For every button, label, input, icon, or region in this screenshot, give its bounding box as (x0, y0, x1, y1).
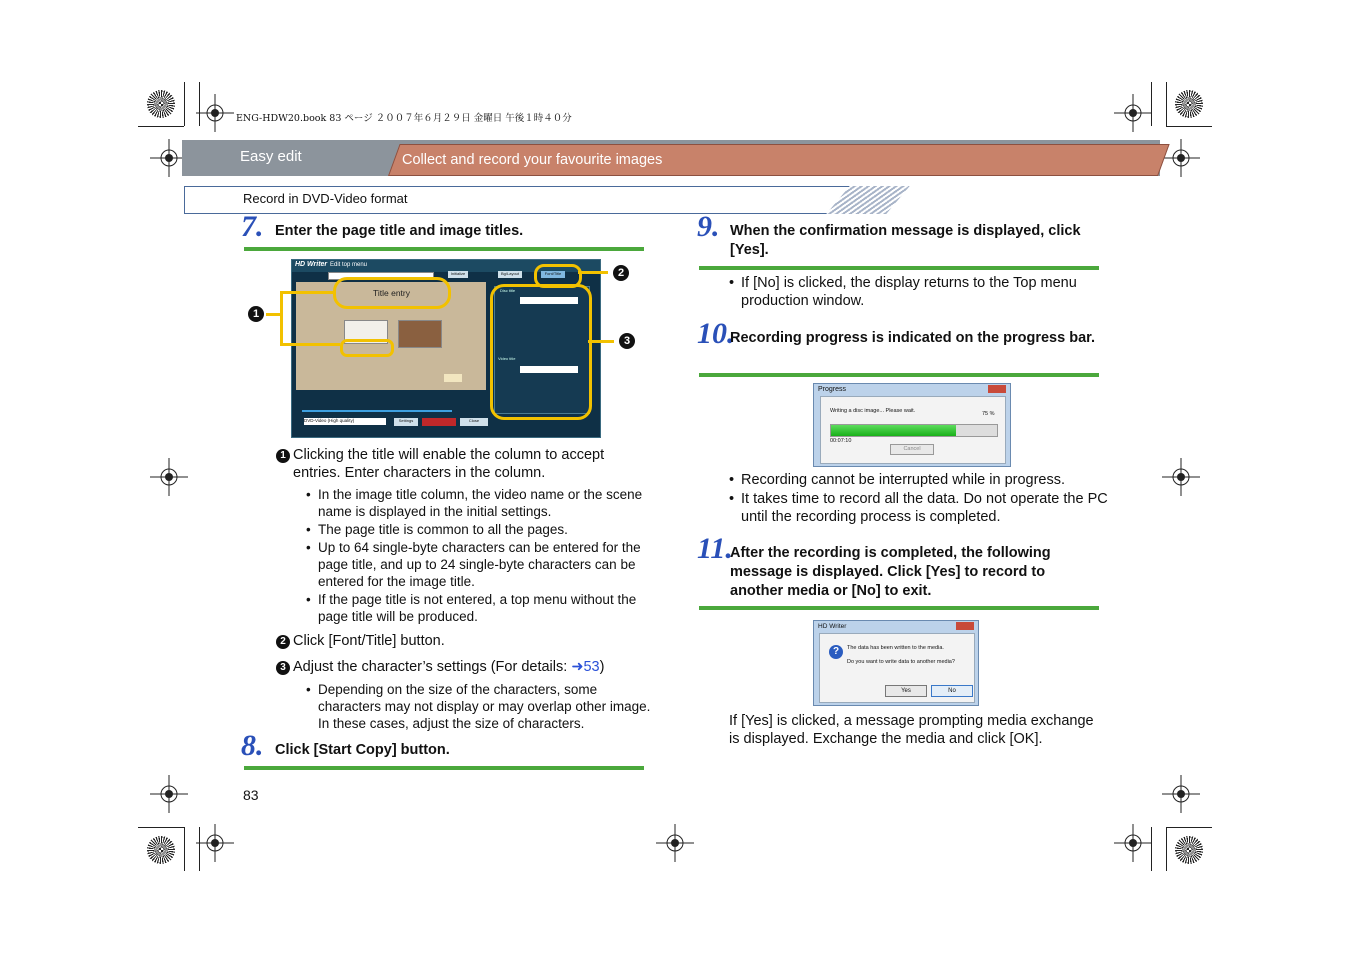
progress-bar (830, 424, 998, 437)
title-entry-label: Title entry (373, 288, 411, 298)
step-11-number: 11. (697, 532, 733, 565)
page-number: 83 (243, 787, 259, 803)
item-3-bullets (306, 681, 651, 733)
item-1-text: Clicking the title will enable the column to accept entries. Enter characters in the column. (293, 447, 605, 481)
cancel-button[interactable]: Cancel (890, 444, 934, 455)
item-3: 3 Adjust the character’s settings (For details: ➜53) (276, 658, 604, 676)
crosshair-icon (1162, 458, 1200, 496)
no-button[interactable]: No (931, 685, 973, 697)
spiral-mark-icon (1175, 90, 1203, 118)
next-arrow-icon (444, 374, 462, 382)
step-9-bullets (729, 274, 1104, 311)
step-7-number: 7. (241, 210, 264, 243)
step-10-title: Recording progress is indicated on the progress bar. (730, 330, 1095, 346)
crosshair-icon (1114, 94, 1152, 132)
spiral-mark-icon (147, 90, 175, 118)
list-item: • It takes time to record all the data. Do not operate the PC until the recording process is completed. (729, 490, 1109, 526)
divider (244, 247, 644, 251)
print-header: ENG-HDW20.book 83 ページ ２００７年６月２９日 金曜日 午後１時４０分 (236, 113, 572, 124)
section-label: Easy edit (240, 148, 302, 165)
divider (244, 766, 644, 770)
progress-message: Writing a disc image... Please wait. (830, 408, 916, 414)
dialog-close-icon[interactable] (988, 385, 1006, 393)
panel-section-disc: Disc title (500, 288, 516, 293)
step-11-after-text: If [Yes] is clicked, a message prompting media exchange is displayed. Exchange the media and click [OK]. (729, 713, 1094, 747)
header-banner (182, 140, 1160, 176)
progress-dialog (813, 383, 1011, 467)
list-item: • In the image title column, the video name or the scene name is displayed in the initial settings. (306, 486, 646, 520)
divider (699, 373, 1099, 377)
dialog-close-icon[interactable] (956, 622, 974, 630)
progress-percent: 75 % (982, 411, 995, 417)
list-item: • The page title is common to all the pages. (306, 521, 646, 538)
bg-layout-button[interactable]: Bg/Layout (498, 271, 522, 278)
step-10-number: 10. (697, 317, 735, 350)
settings-button[interactable]: Settings (394, 418, 418, 426)
topic-label: Collect and record your favourite images (402, 152, 663, 168)
step-10-bullets (729, 471, 1109, 527)
close-button[interactable]: Close (460, 418, 488, 426)
number-2-icon: 2 (276, 635, 290, 649)
spiral-mark-icon (147, 836, 175, 864)
panel-section-video: Video title (498, 356, 516, 361)
subsection-label: Record in DVD-Video format (243, 191, 408, 206)
dialog-line-2: Do you want to write data to another media? (847, 659, 955, 665)
hd-writer-dialog (813, 620, 979, 706)
progress-fill (831, 425, 956, 436)
list-item: • If [No] is clicked, the display returns to the Top menu production window. (729, 274, 1104, 310)
page-link[interactable]: ➜53 (571, 659, 600, 675)
divider (699, 606, 1099, 610)
initialize-button[interactable]: Initialize (448, 271, 468, 278)
crosshair-icon (656, 824, 694, 862)
step-8-number: 8. (241, 729, 264, 762)
spiral-mark-icon (1175, 836, 1203, 864)
list-item: • Recording cannot be interrupted while in progress. (729, 471, 1109, 489)
item-1-bullets (306, 486, 646, 626)
thumbnail-image (398, 320, 442, 348)
crosshair-icon (196, 824, 234, 862)
item-3-text: Adjust the character’s settings (For details: (293, 659, 572, 675)
number-3-icon: 3 (276, 661, 290, 675)
format-select[interactable]: DVD-Video (High quality) (304, 418, 386, 425)
question-icon: ? (829, 645, 843, 659)
hd-writer-dialog-title: HD Writer (818, 623, 847, 630)
window-title: Edit top menu (330, 262, 368, 268)
list-item: • Depending on the size of the characters, some characters may not display or may overlap other image. In these cases, adjust the size of characters. (306, 681, 651, 732)
start-copy-button[interactable] (422, 418, 456, 426)
crosshair-icon (196, 94, 234, 132)
item-2-text: Click [Font/Title] button. (293, 633, 445, 649)
yes-button[interactable]: Yes (885, 685, 927, 697)
crosshair-icon (1114, 824, 1152, 862)
callout-1: 1 (248, 306, 264, 322)
callout-2: 2 (613, 265, 629, 281)
step-9-number: 9. (697, 210, 720, 243)
progress-dialog-title: Progress (818, 386, 847, 393)
crosshair-icon (150, 775, 188, 813)
app-name: HD Writer (295, 261, 328, 268)
crosshair-icon (1162, 775, 1200, 813)
step-9-title: When the confirmation message is displayed, click [Yes]. (730, 223, 1081, 258)
step-7-title: Enter the page title and image titles. (275, 223, 524, 239)
number-1-icon: 1 (276, 449, 290, 463)
item-2 (276, 632, 445, 650)
callout-3: 3 (619, 333, 635, 349)
list-item: • Up to 64 single-byte characters can be entered for the page title, and up to 24 single-byte characters can be entered for the image title. (306, 539, 646, 590)
divider (699, 266, 1099, 270)
crosshair-icon (150, 458, 188, 496)
dialog-line-1: The data has been written to the media. (847, 645, 944, 651)
step-8-title: Click [Start Copy] button. (275, 742, 450, 758)
step-11-title: After the recording is completed, the following message is displayed. Click [Yes] to record to another media or [No] to exit. (730, 545, 1051, 599)
list-item: • If the page title is not entered, a top menu without the page title will be produced. (306, 591, 646, 625)
elapsed-time: 00:07:10 (830, 438, 852, 444)
font-title-button[interactable]: Font/Title (541, 271, 565, 278)
